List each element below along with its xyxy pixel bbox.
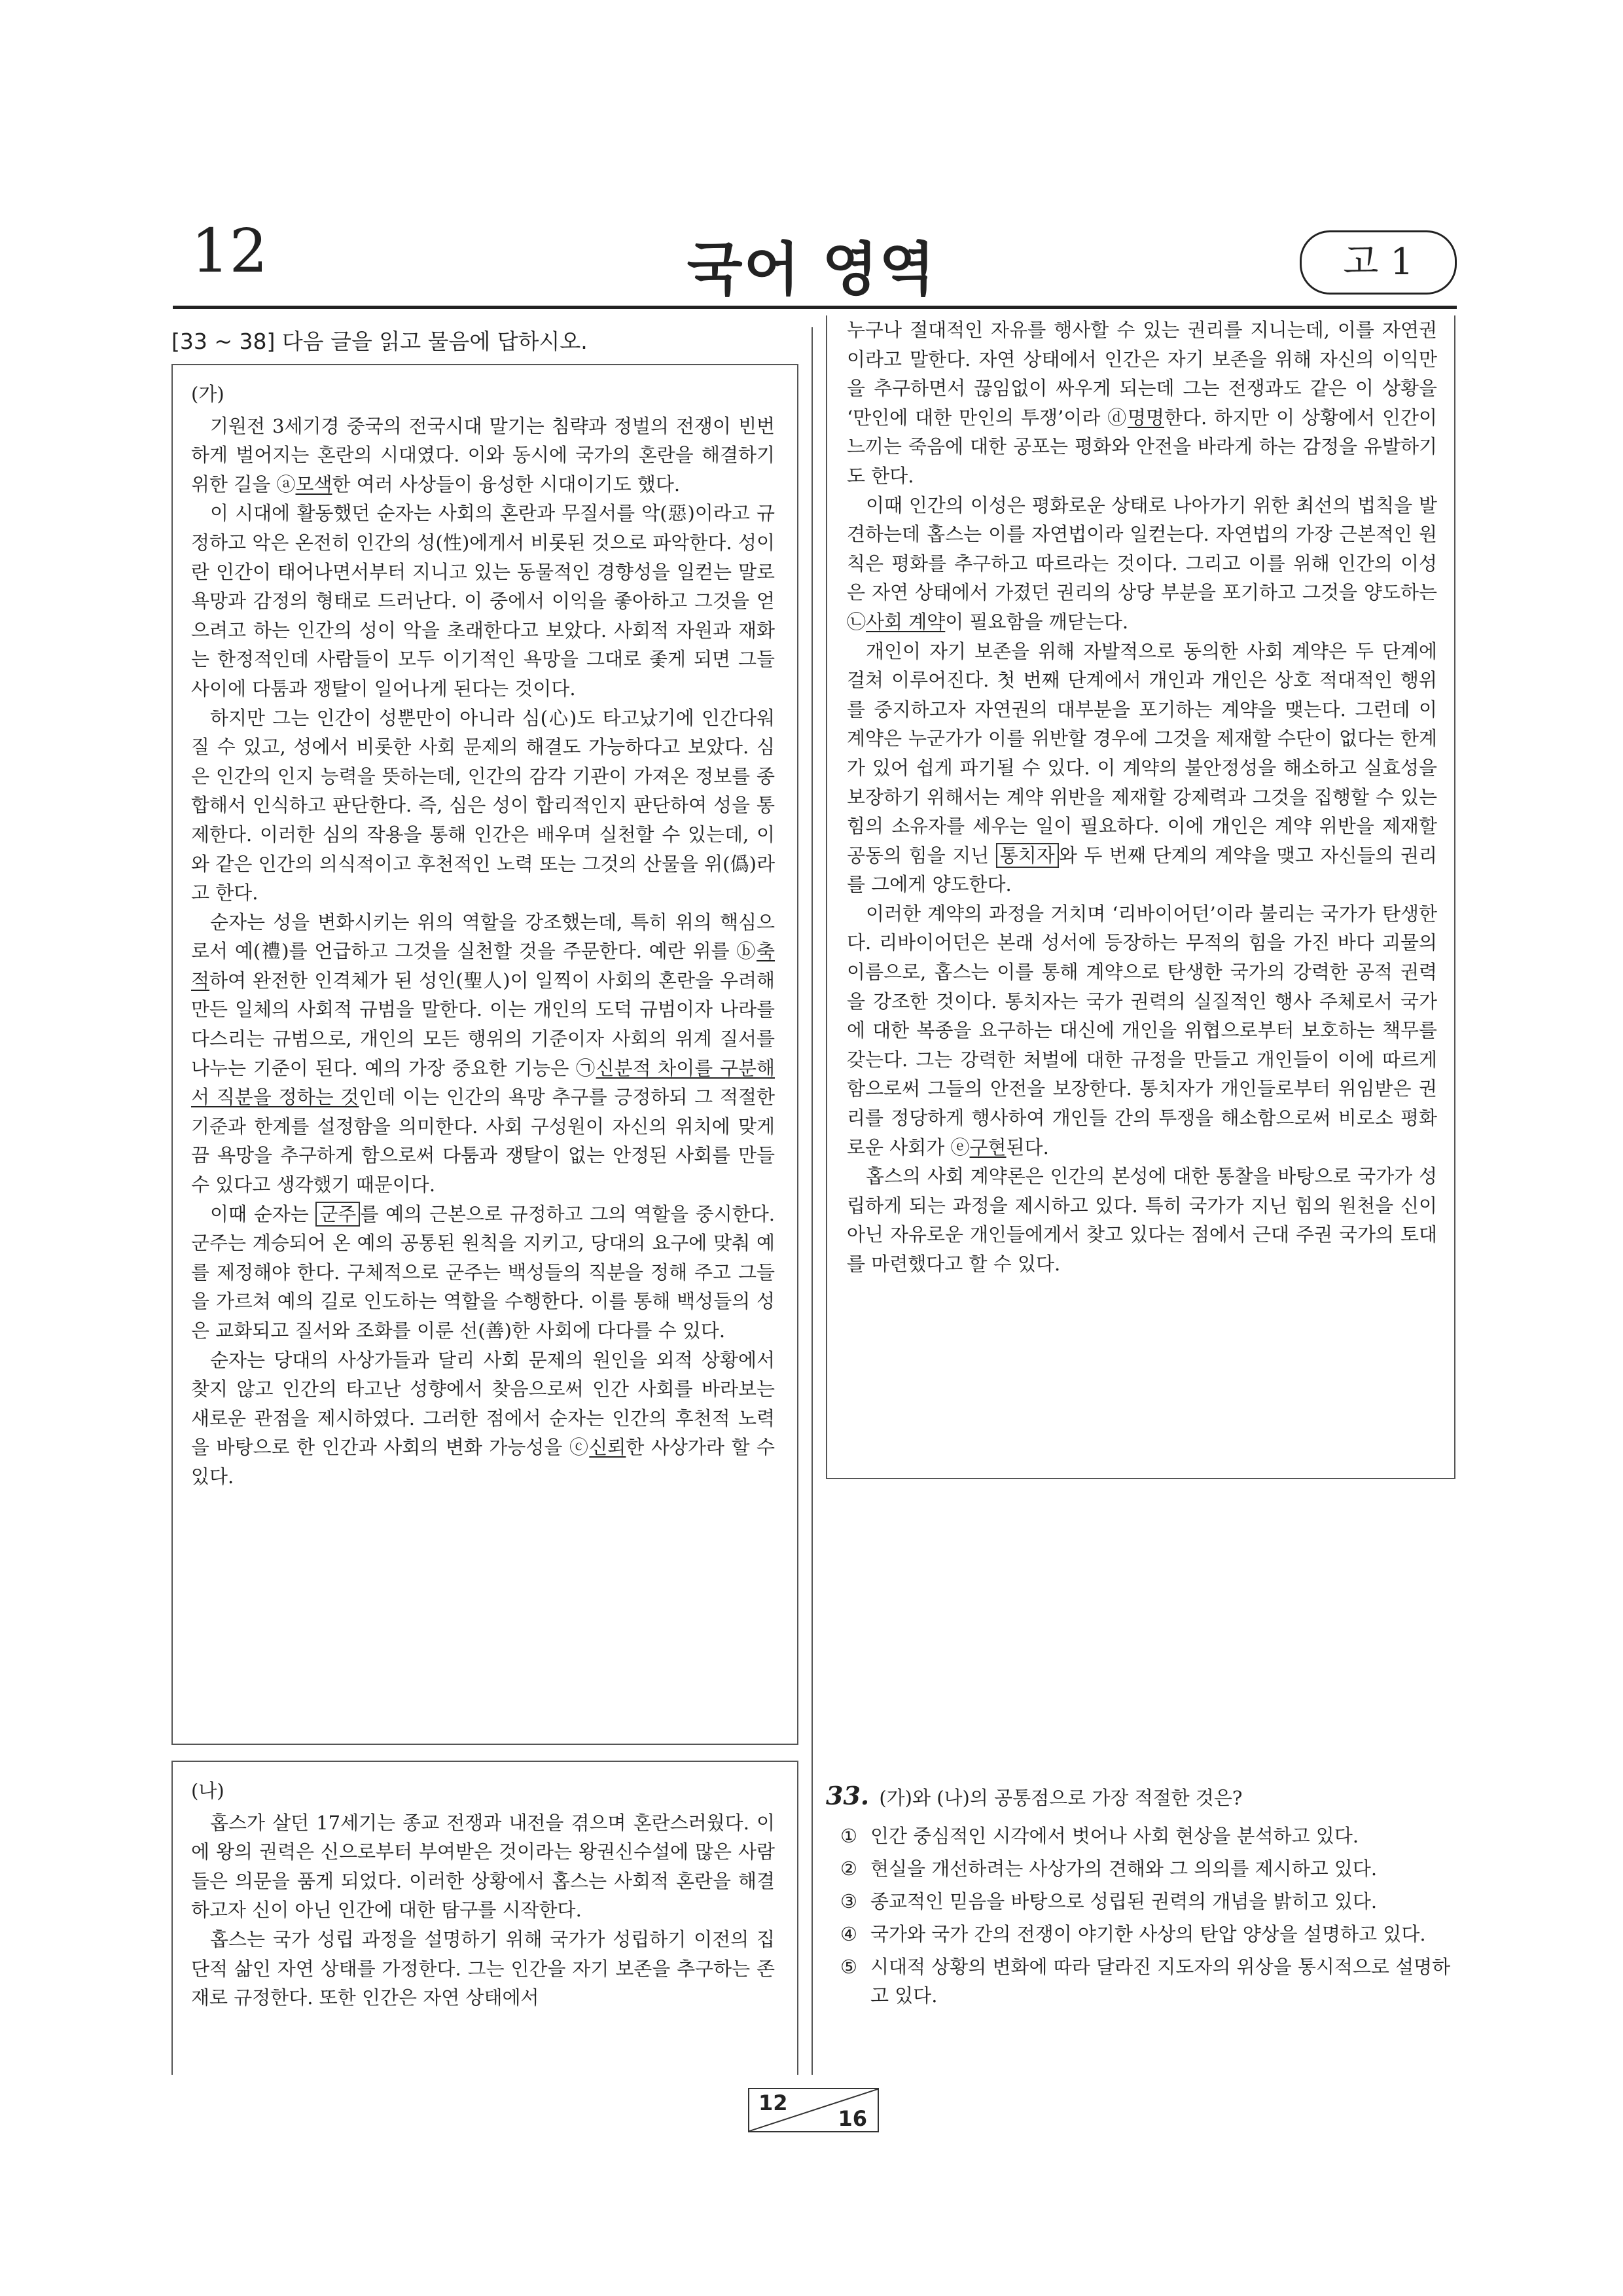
passage-b-paragraph-5: 이러한 계약의 과정을 거치며 ‘리바이어던’이라 불리는 국가가 탄생한다. 리바이어던은 본래 성서에 등장하는 무적의 힘을 가진 바다 괴물의 이름으로, 홉스는 이를 통해 계약으로 탄생한 국가의 강력한 공적 권력을 강조한 것이다. 통치자는 국가 권력의 실질적인 행사 주체로서 국가에 대한 복종을 요구하는 대신에 개인을 위협으로부터 보호하는 책무를 갖는다. 그는 강력한 처벌에 대한 규정을 만들고 개인들이 이에 따르게 함으로써 그들의 안전을 보장한다. 통치자가 개인들로부터 위임받은 권리를 정당하게 행사하여 개인들 간의 투쟁을 해소함으로써 비로소 평화로운 사회가 ⓔ구현된다.	[847, 902, 1437, 1158]
boxed-term-monarch: 군주	[315, 1202, 360, 1227]
question-number: 33.	[826, 1781, 870, 1810]
choice-4[interactable]	[840, 1920, 1454, 1948]
page-number: 12	[191, 216, 268, 286]
answer-choices	[826, 1821, 1454, 2010]
passage-b-paragraph-1: 홉스가 살던 17세기는 종교 전쟁과 내전을 겪으며 혼란스러웠다. 이에 왕의 권력은 신으로부터 부여받은 것이라는 왕권신수설에 많은 사람들은 의문을 품게 되었다. 이러한 상황에서 홉스는 사회적 혼란을 해결하고자 신이 아닌 인간에 대한 탐구를 시작한다.	[191, 1811, 775, 1922]
choice-text: 인간 중심적인 시각에서 벗어나 사회 현상을 분석하고 있다.	[870, 1825, 1359, 1847]
underlined-phrase-2: 사회 계약	[866, 610, 946, 633]
passage-a	[191, 380, 775, 1492]
passage-a-paragraph-2: 이 시대에 활동했던 순자는 사회의 혼란과 무질서를 악(惡)이라고 규정하고 악은 온전히 인간의 성(性)에게서 비롯된 것으로 파악한다. 성이란 인간이 태어나면서부터 지니고 있는 동물적인 경향성을 일컫는 말로 욕망과 감정의 형태로 드러난다. 이 중에서 이익을 좋아하고 그것을 얻으려고 하는 인간의 성이 악을 초래한다고 보았다. 사회적 자원과 재화는 한정적인데 사람들이 모두 이기적인 욕망을 그대로 좇게 되면 그들 사이에 다툼과 쟁탈이 일어나게 된다는 것이다.	[191, 502, 775, 700]
question-33	[826, 1782, 1454, 2014]
instruction: [33 ~ 38] 다음 글을 읽고 물음에 답하시오.	[171, 329, 588, 354]
choice-1[interactable]	[840, 1821, 1454, 1850]
choice-text: 국가와 국가 간의 전쟁이 야기한 사상의 탄압 양상을 설명하고 있다.	[870, 1923, 1426, 1945]
choice-mark: ②	[840, 1857, 857, 1880]
page-indicator	[748, 2088, 879, 2132]
passage-b-continued	[847, 315, 1437, 1279]
passage-b-continuation-box	[826, 315, 1455, 1479]
passage-b-paragraph-2: 홉스는 국가 성립 과정을 설명하기 위해 국가가 성립하기 이전의 집단적 삶인 자연 상태를 가정한다. 그는 인간을 자기 보존을 추구하는 존재로 규정한다. 또한 인간은 자연 상태에서	[191, 1928, 775, 2009]
choice-text: 종교적인 믿음을 바탕으로 성립된 권력의 개념을 밝히고 있다.	[870, 1890, 1378, 1912]
passage-b	[191, 1776, 775, 2013]
underlined-phrase-1: 신분적 차이를 구분해서 직분을 정하는 것	[191, 1056, 775, 1109]
underlined-word-d: 명명	[1127, 406, 1164, 429]
header-rule	[173, 306, 1457, 309]
question-stem	[826, 1782, 1454, 1812]
passage-b-paragraph-4: 개인이 자기 보존을 위해 자발적으로 동의한 사회 계약은 두 단계에 걸쳐 이루어진다. 첫 번째 단계에서 개인과 개인은 상호 적대적인 행위를 중지하고자 자연권의 대부분을 포기하는 계약을 맺는다. 그런데 이 계약은 누군가가 이를 위반할 경우에 그것을 제재할 수단이 없다는 한계가 있어 쉽게 파기될 수 있다. 이 계약의 불안정성을 해소하고 실효성을 보장하기 위해서는 계약 위반을 제재할 강제력과 그것을 집행할 수 있는 힘의 소유자를 세우는 일이 필요하다. 이에 개인은 계약 위반을 제재할 공동의 힘을 지닌 통치자 와 두 번째 단계의 계약을 맺고 자신들의 권리를 그에게 양도한다.	[847, 639, 1437, 896]
underlined-word-a: 모색	[295, 473, 332, 495]
choice-mark: ③	[840, 1890, 857, 1912]
choice-text: 시대적 상황의 변화에 따라 달라진 지도자의 위상을 통시적으로 설명하고 있다.	[870, 1956, 1451, 2007]
passage-b-box	[171, 1761, 798, 2075]
passage-a-box	[171, 364, 798, 1745]
passage-a-paragraph-1: 기원전 3세기경 중국의 전국시대 말기는 침략과 정벌의 전쟁이 빈번하게 벌어지는 혼란의 시대였다. 이와 동시에 국가의 혼란을 해결하기 위한 길을 ⓐ모색한 여러 사상들이 융성한 시대이기도 했다.	[191, 414, 775, 495]
passage-a-label: (가)	[191, 383, 224, 405]
choice-5[interactable]	[840, 1952, 1454, 2010]
choice-text: 현실을 개선하려는 사상가의 견해와 그 의의를 제시하고 있다.	[870, 1857, 1378, 1880]
total-pages: 16	[838, 2106, 867, 2131]
underlined-word-b: 축적	[191, 940, 775, 992]
choice-3[interactable]	[840, 1887, 1454, 1916]
passage-a-paragraph-6: 순자는 당대의 사상가들과 달리 사회 문제의 원인을 외적 상황에서 찾지 않고 인간의 타고난 성향에서 찾음으로써 인간 사회를 바라보는 새로운 관점을 제시하였다. 그러한 점에서 순자는 인간의 후천적 노력을 바탕으로 한 인간과 사회의 변화 가능성을 ⓒ신뢰한 사상가라 할 수 있다.	[191, 1348, 775, 1488]
underlined-word-e: 구현	[969, 1136, 1007, 1158]
current-page: 12	[758, 2090, 788, 2115]
choice-mark: ④	[840, 1923, 857, 1945]
question-text: (가)와 (나)의 공통점으로 가장 적절한 것은?	[879, 1787, 1243, 1809]
passage-a-paragraph-3: 하지만 그는 인간이 성뿐만이 아니라 심(心)도 타고났기에 인간다워질 수 있고, 성에서 비롯한 사회 문제의 해결도 가능하다고 보았다. 심은 인간의 인지 능력을 뜻하는데, 인간의 감각 기관이 가져온 정보를 종합해서 인식하고 판단한다. 즉, 심은 성이 합리적인지 판단하여 성을 통제한다. 이러한 심의 작용을 통해 인간은 배우며 실천할 수 있는데, 이와 같은 인간의 의식적이고 후천적인 노력 또는 그것의 산물을 위(僞)라고 한다.	[191, 706, 775, 905]
passage-b-label: (나)	[191, 1780, 224, 1802]
passage-b-paragraph-6: 홉스의 사회 계약론은 인간의 본성에 대한 통찰을 바탕으로 국가가 성립하게 되는 과정을 제시하고 있다. 특히 국가가 지닌 힘의 원천을 신이 아닌 자유로운 개인들에게서 찾고 있다는 점에서 근대 주권 국가의 토대를 마련했다고 할 수 있다.	[847, 1165, 1437, 1275]
choice-mark: ⑤	[840, 1956, 857, 1978]
passage-b-paragraph-3: 이때 인간의 이성은 평화로운 상태로 나아가기 위한 최선의 법칙을 발견하는데 홉스는 이를 자연법이라 일컫는다. 자연법의 가장 근본적인 원칙은 평화를 추구하고 따르라는 것이다. 그리고 이를 위해 인간의 이성은 자연 상태에서 가졌던 권리의 상당 부분을 포기하고 그것을 양도하는 ㉡사회 계약이 필요함을 깨닫는다.	[847, 493, 1437, 633]
passage-b-paragraph-2-cont: 누구나 절대적인 자유를 행사할 수 있는 권리를 지니는데, 이를 자연권이라고 말한다. 자연 상태에서 인간은 자기 보존을 위해 자신의 이익만을 추구하면서 끊임없이 싸우게 되는데 그는 전쟁과도 같은 이 상황을 ‘만인에 대한 만인의 투쟁’이라 ⓓ명명한다. 하지만 이 상황에서 인간이 느끼는 죽음에 대한 공포는 평화와 안전을 바라게 하는 감정을 유발하기도 한다.	[847, 319, 1437, 487]
boxed-term-ruler: 통치자	[996, 843, 1059, 868]
choice-2[interactable]	[840, 1854, 1454, 1883]
choice-mark: ①	[840, 1825, 857, 1847]
column-divider	[812, 327, 813, 2075]
page-title: 국어 영역	[687, 236, 936, 303]
underlined-word-c: 신뢰	[589, 1436, 626, 1459]
grade-badge: 고 1	[1300, 230, 1457, 295]
passage-a-paragraph-5: 이때 순자는 군주 를 예의 근본으로 규정하고 그의 역할을 중시한다. 군주는 계승되어 온 예의 공통된 원칙을 지키고, 당대의 요구에 맞춰 예를 제정해야 한다. 구체적으로 군주는 백성들의 직분을 정해 주고 그들을 가르쳐 예의 길로 인도하는 역할을 수행한다. 이를 통해 백성들의 성은 교화되고 질서와 조화를 이룬 선(善)한 사회에 다다를 수 있다.	[191, 1202, 775, 1342]
passage-a-paragraph-4: 순자는 성을 변화시키는 위의 역할을 강조했는데, 특히 위의 핵심으로서 예(禮)를 언급하고 그것을 실천할 것을 주문한다. 예란 위를 ⓑ축적하여 완전한 인격체가 된 성인(聖人)이 일찍이 사회의 혼란을 우려해 만든 일체의 사회적 규범을 말한다. 이는 개인의 도덕 규범이자 나라를 다스리는 규범으로, 개인의 모든 행위의 기준이자 사회의 위계 질서를 나누는 기준이 된다. 예의 가장 중요한 기능은 ㉠신분적 차이를 구분해서 직분을 정하는 것인데 이는 인간의 욕망 추구를 긍정하되 그 적절한 기준과 한계를 설정함을 의미한다. 사회 구성원이 자신의 위치에 맞게끔 욕망을 추구하게 함으로써 다툼과 쟁탈이 없는 안정된 사회를 만들 수 있다고 생각했기 때문이다.	[191, 910, 775, 1196]
